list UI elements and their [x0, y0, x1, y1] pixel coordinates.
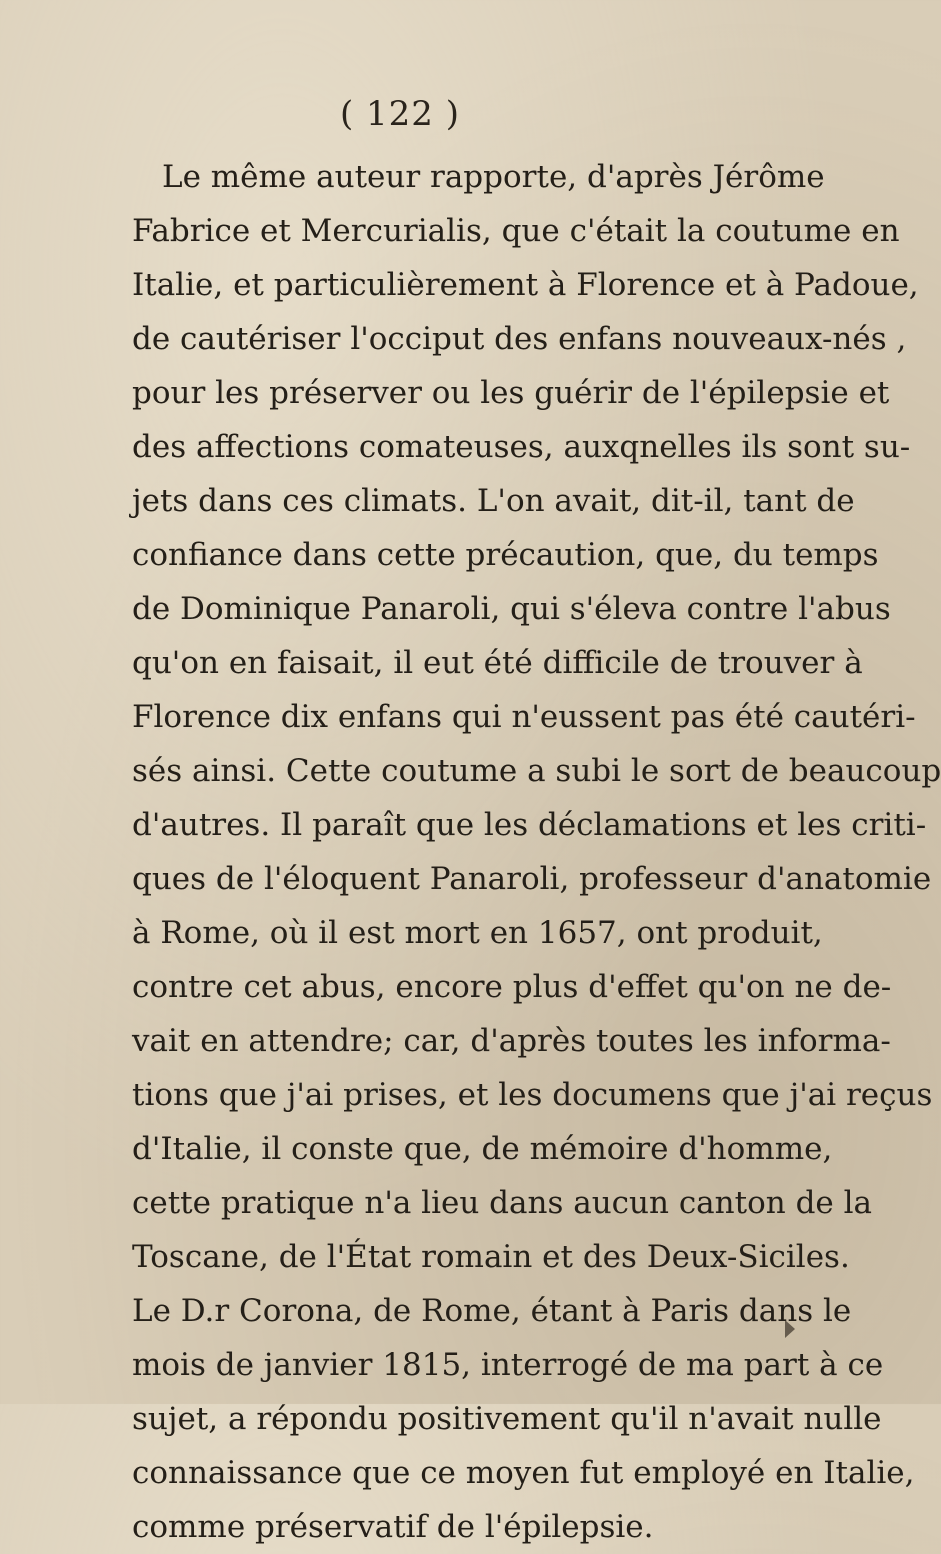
text-line: comme préservatif de l'épilepsie. [132, 1509, 654, 1545]
text-line: contre cet abus, encore plus d'effet qu'on ne de- [132, 969, 892, 1005]
text-line: confiance dans cette précaution, que, du temps [132, 537, 879, 573]
text-line: d'Italie, il conste que, de mémoire d'homme, [132, 1131, 833, 1167]
text-line: connaissance que ce moyen fut employé en Italie, [132, 1455, 915, 1491]
text-line: de Dominique Panaroli, qui s'éleva contre l'abus [132, 591, 891, 627]
body-text [132, 150, 941, 1554]
text-line: qu'on en faisait, il eut été difficile de trouver à [132, 645, 863, 681]
text-line: pour les préserver ou les guérir de l'épilepsie et [132, 375, 890, 411]
text-line: tions que j'ai prises, et les documens que j'ai reçus [132, 1077, 933, 1113]
text-line: d'autres. Il paraît que les déclamations et les criti- [132, 807, 927, 843]
margin-mark-icon [785, 1320, 795, 1338]
text-line: Fabrice et Mercurialis, que c'était la coutume en [132, 213, 900, 249]
page-number: ( 122 ) [339, 94, 461, 134]
text-line: ques de l'éloquent Panaroli, professeur d'anatomie [132, 861, 932, 897]
text-line: Italie, et particulièrement à Florence et à Padoue, [132, 267, 919, 303]
text-line: jets dans ces climats. L'on avait, dit-il, tant de [132, 483, 855, 519]
text-line: à Rome, où il est mort en 1657, ont produit, [132, 915, 823, 951]
text-line: Le D.r Corona, de Rome, étant à Paris dans le [132, 1293, 852, 1329]
text-line: de cautériser l'occiput des enfans nouveaux-nés , [132, 321, 907, 357]
text-line: Toscane, de l'État romain et des Deux-Siciles. [132, 1239, 850, 1275]
text-line: des affections comateuses, auxqnelles ils sont su- [132, 429, 911, 465]
text-line: Florence dix enfans qui n'eussent pas été cautéri- [132, 699, 916, 735]
text-line: sujet, a répondu positivement qu'il n'avait nulle [132, 1401, 882, 1437]
text-line: Le même auteur rapporte, d'après Jérôme [162, 159, 825, 195]
text-line: vait en attendre; car, d'après toutes les informa- [132, 1023, 891, 1059]
text-line: mois de janvier 1815, interrogé de ma part à ce [132, 1347, 884, 1383]
text-line: sés ainsi. Cette coutume a subi le sort de beaucoup [132, 753, 941, 789]
text-line: cette pratique n'a lieu dans aucun canton de la [132, 1185, 873, 1221]
